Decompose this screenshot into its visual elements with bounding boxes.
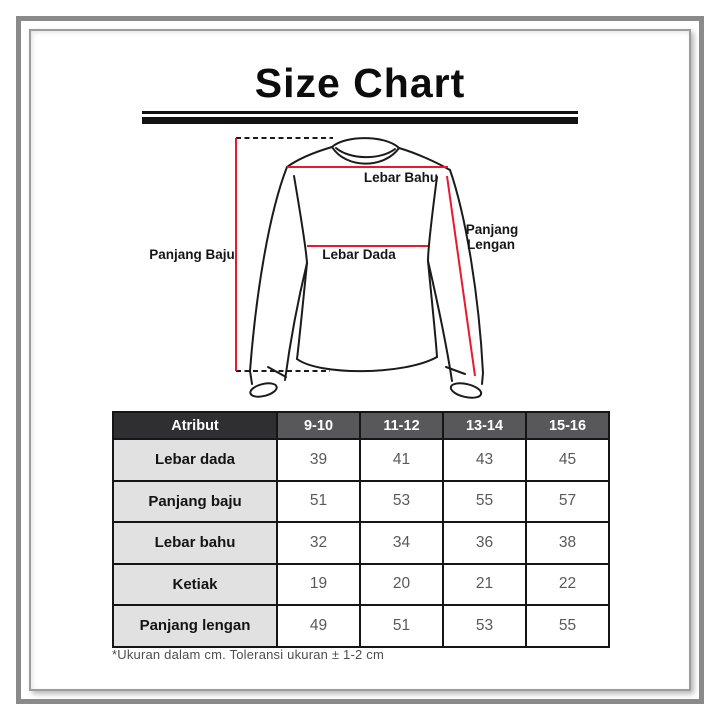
cell-value: 53 <box>443 605 526 647</box>
row-label: Lebar dada <box>113 439 277 481</box>
shirt-left-armhole <box>294 176 307 263</box>
row-label: Panjang lengan <box>113 605 277 647</box>
cell-value: 36 <box>443 522 526 564</box>
cell-value: 49 <box>277 605 360 647</box>
shirt-hem <box>297 357 437 371</box>
cell-value: 43 <box>443 439 526 481</box>
table-row <box>113 605 609 647</box>
shirt-collar-band <box>332 147 399 164</box>
column-header-size-9-10: 9-10 <box>277 412 360 439</box>
shirt-right-sleeve-inner <box>428 261 452 381</box>
row-label: Ketiak <box>113 564 277 606</box>
cell-value: 19 <box>277 564 360 606</box>
row-label: Lebar bahu <box>113 522 277 564</box>
shirt-measurement-diagram <box>140 128 580 413</box>
label-body-length: Panjang Baju <box>149 247 235 262</box>
cell-value: 55 <box>443 481 526 523</box>
cell-value: 51 <box>277 481 360 523</box>
shirt-right-armhole <box>428 177 437 261</box>
shirt-left-shoulder <box>287 147 332 167</box>
shirt-left-side <box>297 263 307 359</box>
table-row <box>113 481 609 523</box>
table-row <box>113 564 609 606</box>
cell-value: 22 <box>526 564 609 606</box>
label-sleeve-length-line2: Lengan <box>466 237 516 252</box>
table-row <box>113 522 609 564</box>
divider-thick-line <box>142 117 578 124</box>
row-label: Panjang baju <box>113 481 277 523</box>
shirt-right-side <box>428 261 437 357</box>
size-table-header-row <box>113 412 609 439</box>
page-title: Size Chart <box>254 60 466 106</box>
shirt-collar-outer <box>332 138 399 148</box>
column-header-size-15-16: 15-16 <box>526 412 609 439</box>
measurement-tolerance-note: *Ukuran dalam cm. Toleransi ukuran ± 1-2 cm <box>112 647 384 662</box>
divider-thin-line <box>142 111 578 114</box>
column-header-size-11-12: 11-12 <box>360 412 443 439</box>
cell-value: 53 <box>360 481 443 523</box>
cell-value: 45 <box>526 439 609 481</box>
size-table <box>112 411 610 648</box>
cell-value: 55 <box>526 605 609 647</box>
label-sleeve-length-line1: Panjang <box>465 222 519 237</box>
shirt-collar-inner <box>336 148 395 157</box>
title-divider <box>142 111 578 124</box>
cell-value: 34 <box>360 522 443 564</box>
table-row <box>113 439 609 481</box>
column-header-attribute: Atribut <box>113 412 277 439</box>
cell-value: 38 <box>526 522 609 564</box>
shirt-right-cuff-opening <box>449 381 482 401</box>
cell-value: 51 <box>360 605 443 647</box>
label-shoulder-width: Lebar Bahu <box>363 170 439 185</box>
cell-value: 41 <box>360 439 443 481</box>
shirt-right-sleeve-outer <box>450 170 483 384</box>
label-chest-width: Lebar Dada <box>322 247 396 262</box>
cell-value: 21 <box>443 564 526 606</box>
cell-value: 39 <box>277 439 360 481</box>
shirt-left-sleeve-outer <box>250 167 287 384</box>
shirt-left-cuff-opening <box>249 381 278 399</box>
cell-value: 20 <box>360 564 443 606</box>
cell-value: 32 <box>277 522 360 564</box>
column-header-size-13-14: 13-14 <box>443 412 526 439</box>
shirt-right-cuff-seam <box>446 367 465 374</box>
cell-value: 57 <box>526 481 609 523</box>
